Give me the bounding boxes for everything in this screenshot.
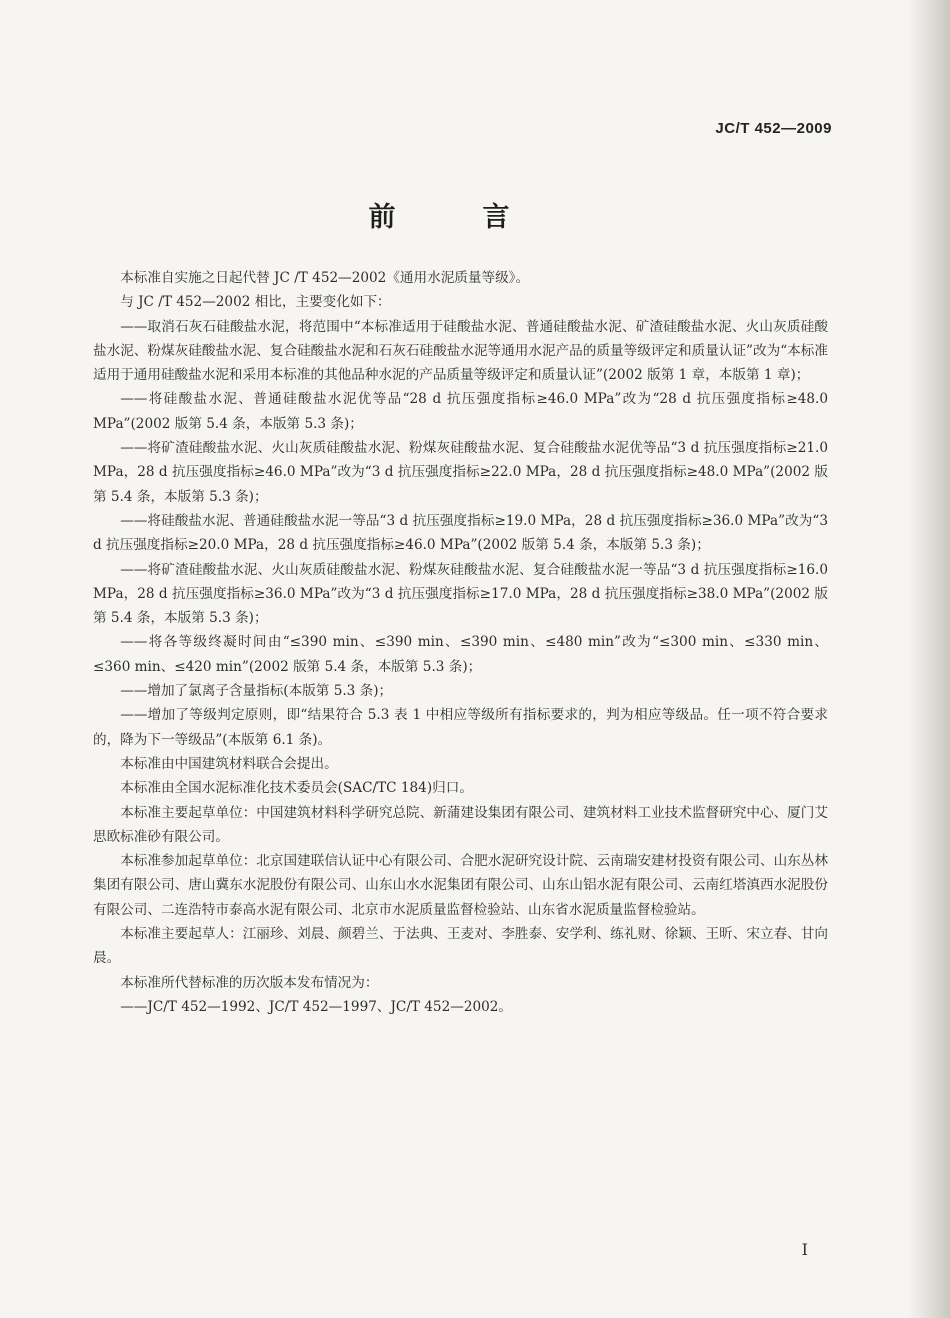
paragraph: 与 JC /T 452—2002 相比，主要变化如下：: [120, 294, 391, 311]
paragraph: ——将矿渣硅酸盐水泥、火山灰质硅酸盐水泥、粉煤灰硅酸盐水泥、复合硅酸盐水泥优等品“3 d 抗压强度指标≥21.0 MPa，28 d 抗压强度指标≥46.0 MPa”改为“3 d 抗压强度指标≥22.0 MPa，28 d 抗压强度指标≥48.0 MPa”(2002 版第 5.4 条，本版第 5.3 条)；: [93, 440, 828, 505]
page-edge-shadow: [908, 0, 950, 1318]
foreword-body: [93, 266, 828, 1019]
paragraph: 本标准所代替标准的历次版本发布情况为：: [120, 974, 379, 991]
page-title: 前 言: [368, 202, 540, 233]
paragraph: ——将矿渣硅酸盐水泥、火山灰质硅酸盐水泥、粉煤灰硅酸盐水泥、复合硅酸盐水泥一等品“3 d 抗压强度指标≥16.0 MPa，28 d 抗压强度指标≥36.0 MPa”改为“3 d 抗压强度指标≥17.0 MPa，28 d 抗压强度指标≥38.0 MPa”(2002 版第 5.4 条，本版第 5.3 条)；: [93, 561, 828, 627]
page-number: I: [801, 1240, 808, 1259]
paragraph: 本标准主要起草单位：中国建筑材料科学研究总院、新蒲建设集团有限公司、建筑材料工业技术监督研究中心、厦门艾思欧标准砂有限公司。: [93, 804, 828, 845]
paragraph: 本标准由中国建筑材料联合会提出。: [120, 755, 338, 772]
paragraph: ——增加了氯离子含量指标(本版第 5.3 条)；: [120, 683, 393, 700]
paragraph: ——取消石灰石硅酸盐水泥，将范围中“本标准适用于硅酸盐水泥、普通硅酸盐水泥、矿渣硅酸盐水泥、火山灰质硅酸盐水泥、粉煤灰硅酸盐水泥、复合硅酸盐水泥和石灰石硅酸盐水泥等通用水泥产品的质量等级评定和质量认证”改为“本标准适用于通用硅酸盐水泥和采用本标准的其他品种水泥的产品质量等级评定和质量认证”(2002 版第 1 章，本版第 1 章)；: [93, 318, 828, 384]
document-code: JC/T 452—2009: [715, 120, 832, 137]
paragraph: 本标准参加起草单位：北京国建联信认证中心有限公司、合肥水泥研究设计院、云南瑞安建材投资有限公司、山东丛林集团有限公司、唐山冀东水泥股份有限公司、山东山水水泥集团有限公司、山东山铝水泥有限公司、云南红塔滇西水泥股份有限公司、二连浩特市泰高水泥有限公司、北京市水泥质量监督检验站、山东省水泥质量监督检验站。: [93, 853, 828, 918]
paragraph: 本标准主要起草人：江丽珍、刘晨、颜碧兰、于法典、王麦对、李胜泰、安学利、练礼财、徐颖、王昕、宋立春、甘向晨。: [93, 926, 828, 967]
paragraph: ——将硅酸盐水泥、普通硅酸盐水泥一等品“3 d 抗压强度指标≥19.0 MPa，28 d 抗压强度指标≥36.0 MPa”改为“3 d 抗压强度指标≥20.0 MPa，28 d 抗压强度指标≥46.0 MPa”(2002 版第 5.4 条，本版第 5.3 条)；: [93, 512, 828, 554]
paragraph: ——将各等级终凝时间由“≤390 min、≤390 min、≤390 min、≤480 min”改为“≤300 min、≤330 min、≤360 min、≤420 min”(2002 版第 5.4 条，本版第 5.3 条)；: [93, 634, 828, 675]
paragraph: ——JC/T 452—1992、JC/T 452—1997、JC/T 452—2002。: [120, 998, 513, 1015]
paragraph: 本标准由全国水泥标准化技术委员会(SAC/TC 184)归口。: [120, 780, 473, 797]
paragraph: ——增加了等级判定原则，即“结果符合 5.3 表 1 中相应等级所有指标要求的，判为相应等级品。任一项不符合要求的，降为下一等级品”(本版第 6.1 条)。: [93, 707, 828, 748]
paragraph: ——将硅酸盐水泥、普通硅酸盐水泥优等品“28 d 抗压强度指标≥46.0 MPa”改为“28 d 抗压强度指标≥48.0 MPa”(2002 版第 5.4 条，本版第 5.3 条)；: [93, 391, 828, 432]
paragraph: 本标准自实施之日起代替 JC /T 452—2002《通用水泥质量等级》。: [120, 270, 530, 286]
